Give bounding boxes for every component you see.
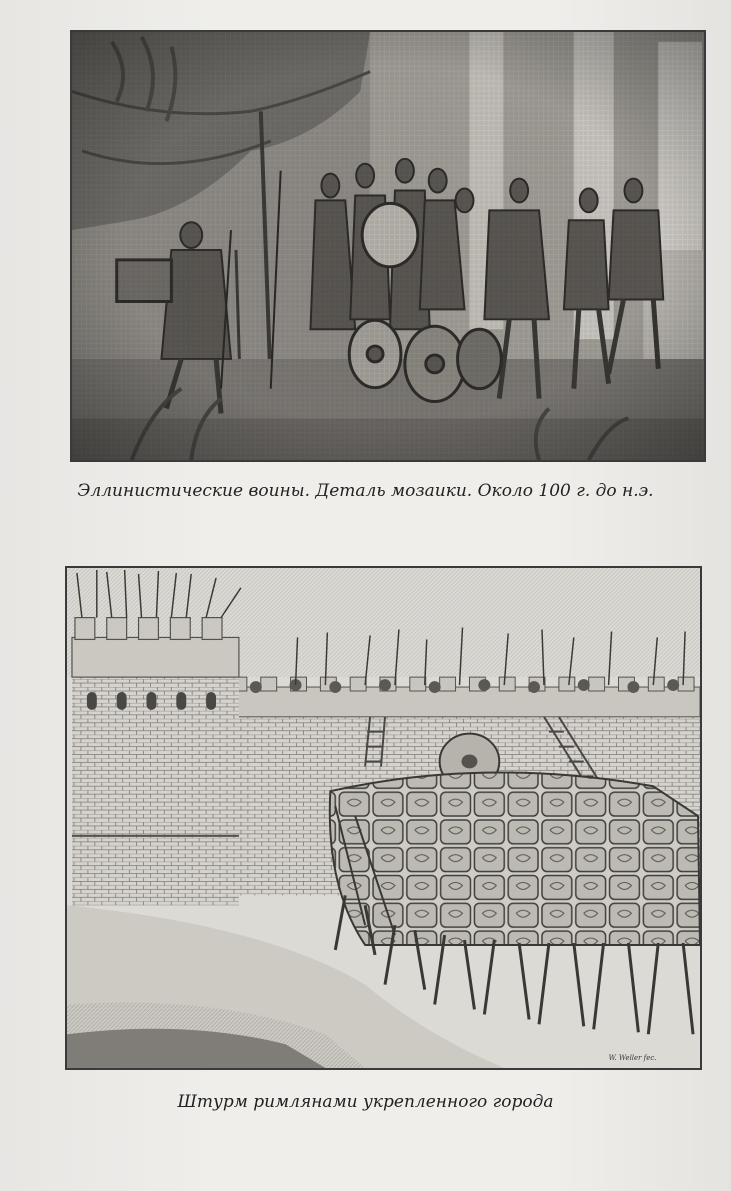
mosaic-image [72,32,704,460]
mosaic-caption: Эллинистические воины. Деталь мозаики. Около 100 г. до н.э. [77,481,654,501]
siege-caption: Штурм римлянами укрепленного города [177,1092,554,1112]
engraver-signature: W. Weller fec. [608,1054,657,1063]
engraving-image [67,568,700,1068]
mosaic-illustration [70,30,706,462]
engraving-illustration [65,566,702,1070]
